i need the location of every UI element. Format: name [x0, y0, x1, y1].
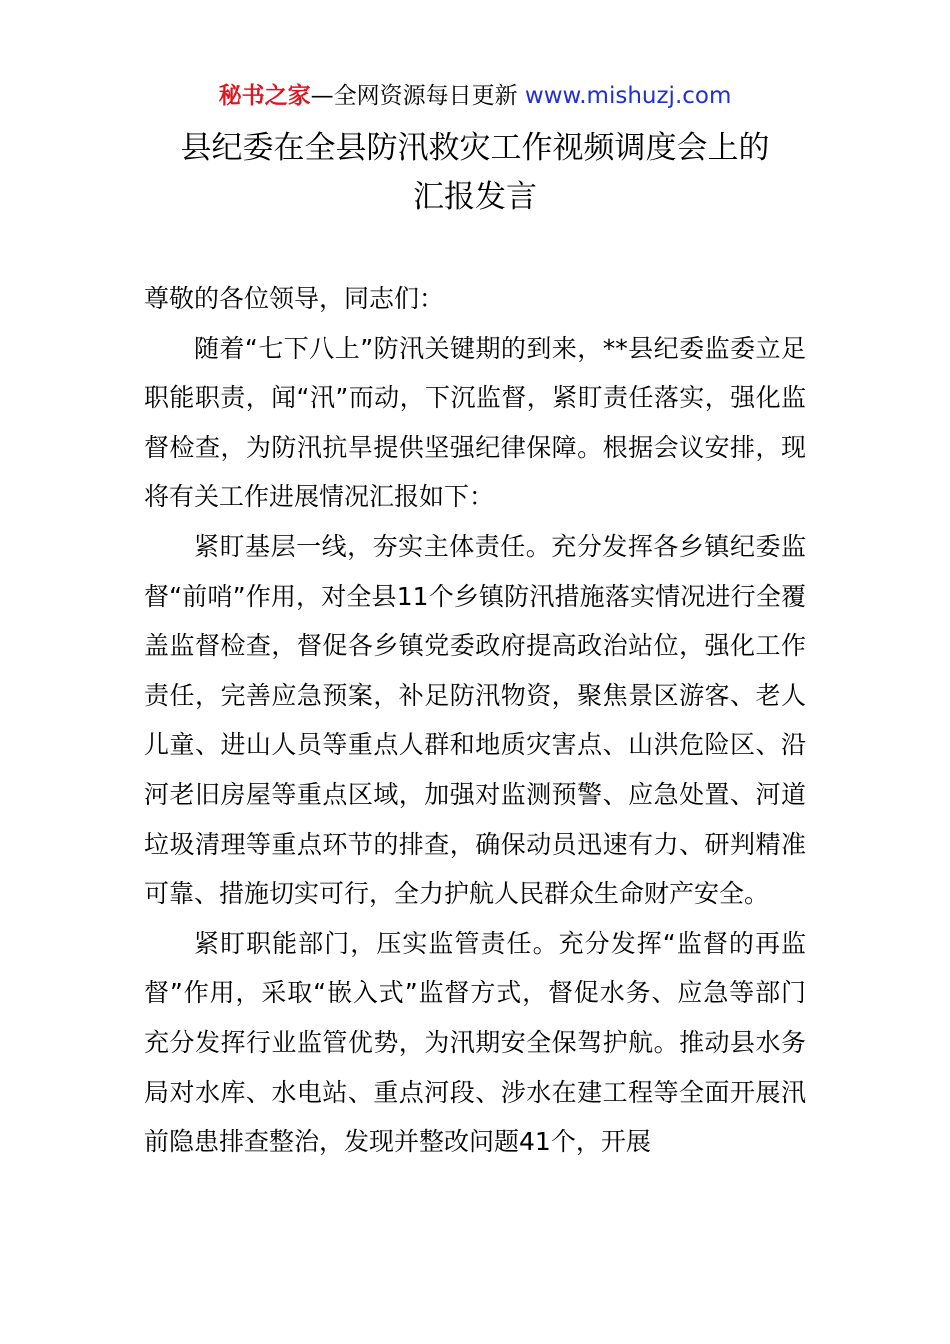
brand-name: 秘书之家: [218, 83, 311, 109]
document-title: [0, 124, 950, 222]
paragraph: 紧盯基层一线，夯实主体责任。充分发挥各乡镇纪委监督“前哨”作用，对全县11个乡镇防汛措施落实情况进行全覆盖监督检查，督促各乡镇党委政府提高政治站位，强化工作责任，完善应急预案，补足防汛物资，聚焦景区游客、老人儿童、进山人员等重点人群和地质灾害点、山洪危险区、沿河老旧房屋等重点区域，加强对监测预警、应急处置、河道垃圾清理等重点环节的排查，确保动员迅速有力、研判精准可靠、措施切实可行，全力护航人民群众生命财产安全。: [144, 531, 806, 909]
paragraph: 紧盯职能部门，压实监管责任。充分发挥“监督的再监督”作用，采取“嵌入式”监督方式，督促水务、应急等部门充分发挥行业监管优势，为汛期安全保驾护航。推动县水务局对水库、水电站、重点河段、涉水在建工程等全面开展汛前隐患排查整治，发现并整改问题41个，开展: [144, 928, 806, 1157]
header-tagline: —全网资源每日更新: [310, 83, 525, 109]
title-line-2: 汇报发言: [413, 179, 537, 215]
salutation: 尊敬的各位领导，同志们：: [144, 284, 445, 313]
site-header: [0, 80, 950, 112]
title-line-1: 县纪委在全县防汛救灾工作视频调度会上的: [180, 130, 770, 166]
document-body: [144, 274, 806, 1167]
paragraph: 随着“七下八上”防汛关键期的到来，**县纪委监委立足职能职责，闻“汛”而动，下沉监督，紧盯责任落实，强化监督检查，为防汛抗旱提供坚强纪律保障。根据会议安排，现将有关工作进展情况汇报如下：: [144, 333, 806, 512]
site-url-link[interactable]: www.mishuzj.com: [524, 83, 732, 109]
